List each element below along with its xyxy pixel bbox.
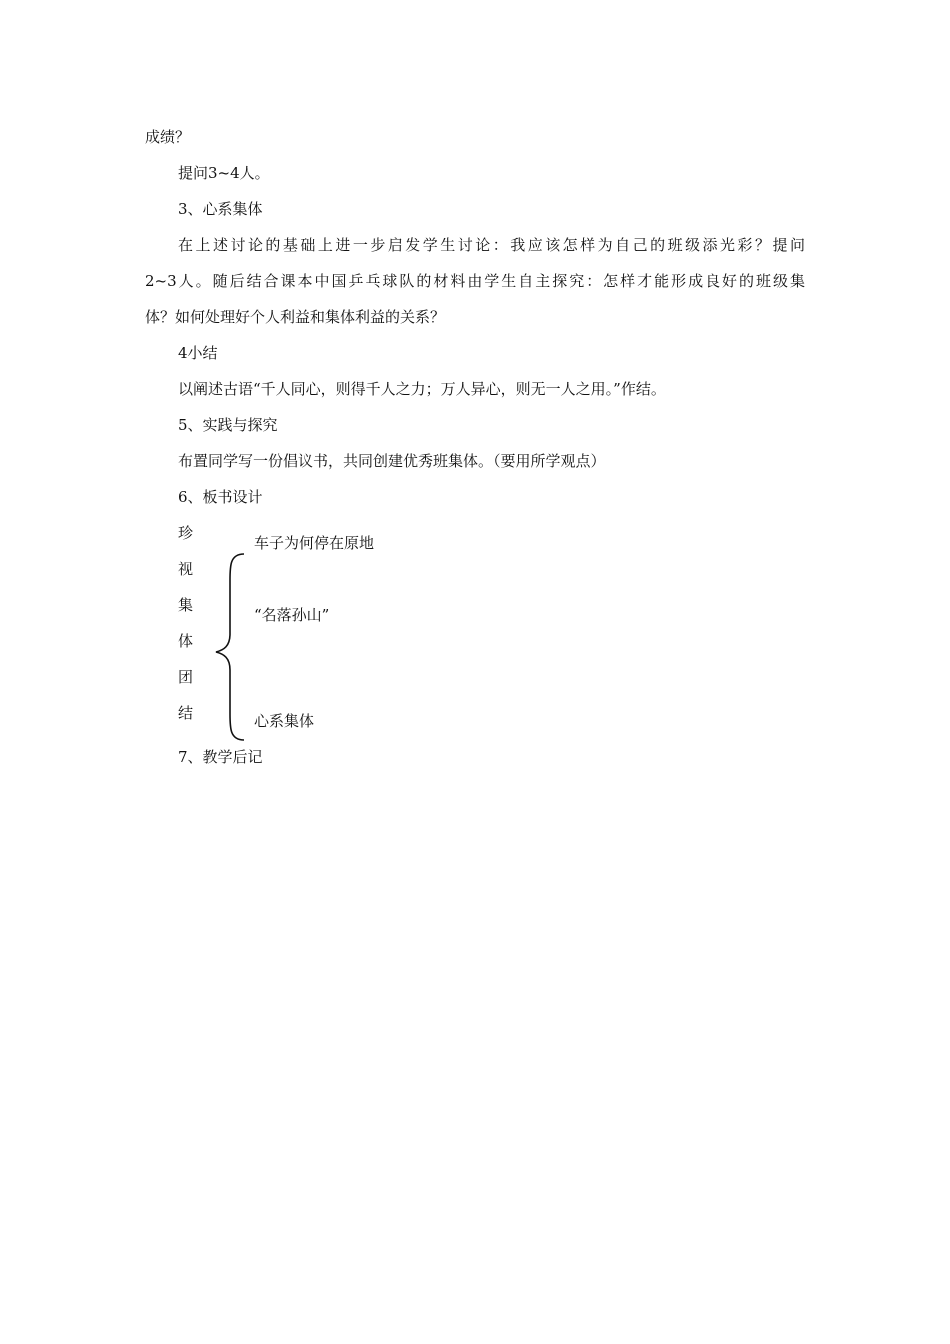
board-vertical-char: 团 [178, 668, 194, 686]
text-line: 在上述讨论的基础上进一步启发学生讨论：我应该怎样为自己的班级添光彩？提问 [178, 236, 805, 254]
board-vertical-char: 体 [178, 632, 194, 650]
board-vertical-char: 结 [178, 704, 194, 722]
section-heading: 7、教学后记 [178, 748, 263, 766]
text-line: 2~3人。随后结合课本中国乒乓球队的材料由学生自主探究：怎样才能形成良好的班级集 [145, 272, 805, 290]
text-line: 以阐述古语“千人同心，则得千人之力；万人异心，则无一人之用。”作结。 [178, 380, 666, 398]
text-line: 体？如何处理好个人利益和集体利益的关系？ [145, 308, 446, 326]
board-item: 心系集体 [254, 712, 315, 730]
section-heading: 6、板书设计 [178, 488, 263, 506]
section-heading: 4小结 [178, 344, 218, 362]
text-line: 成绩？ [145, 128, 191, 146]
board-vertical-char: 珍 [178, 524, 194, 542]
board-vertical-char: 视 [178, 560, 194, 578]
section-heading: 5、实践与探究 [178, 416, 278, 434]
text-line: 提问3~4人。 [178, 164, 270, 182]
section-heading: 3、心系集体 [178, 200, 263, 218]
board-item: 车子为何停在原地 [254, 534, 375, 552]
board-item: “名落孙山” [254, 606, 330, 624]
board-vertical-char: 集 [178, 596, 194, 614]
curly-brace-icon [212, 552, 248, 742]
text-line: 布置同学写一份倡议书，共同创建优秀班集体。（要用所学观点） [178, 452, 606, 470]
